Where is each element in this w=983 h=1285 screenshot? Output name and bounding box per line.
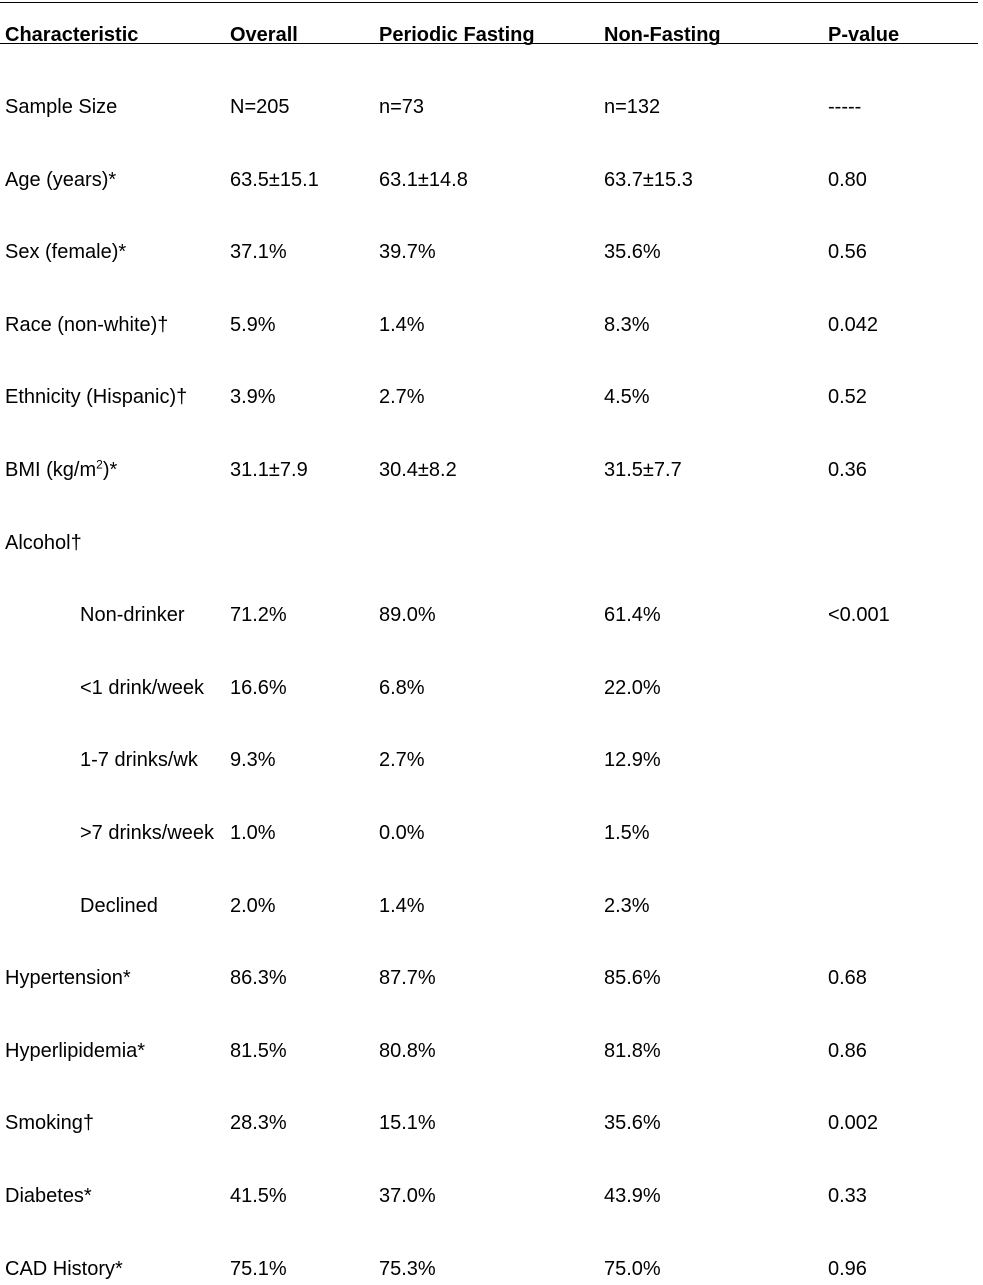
row-label — [5, 1255, 123, 1283]
row-label-text: Race (non-white)† — [5, 313, 169, 336]
header-non-fasting: Non-Fasting — [604, 24, 721, 46]
row-label-text: Non-drinker — [80, 604, 185, 627]
row-label — [5, 166, 116, 194]
table-row — [0, 238, 983, 268]
row-label — [5, 383, 187, 411]
cell-non-fasting: 61.4% — [604, 604, 661, 627]
row-label — [5, 311, 168, 339]
row-label-text: Hyperlipidemia* — [5, 1039, 146, 1062]
cell-p-value: <0.001 — [828, 604, 890, 627]
row-label-text: 1-7 drinks/wk — [80, 749, 198, 772]
cell-periodic-fasting: 1.4% — [379, 313, 425, 336]
cell-non-fasting: 31.5±7.7 — [604, 459, 682, 481]
cell-periodic-fasting: 15.1% — [379, 1112, 436, 1135]
cell-overall: 86.3% — [230, 967, 287, 990]
row-label — [5, 93, 117, 121]
table-row — [0, 456, 983, 486]
row-label-suffix: )* — [102, 459, 118, 481]
row-label — [5, 1109, 94, 1137]
cell-p-value: 0.96 — [828, 1257, 867, 1280]
cell-overall: 5.9% — [230, 313, 276, 336]
cell-non-fasting: 1.5% — [604, 822, 650, 844]
table-row — [0, 964, 983, 994]
table-row — [0, 93, 983, 123]
row-label-superscript: 2 — [96, 457, 103, 472]
cell-non-fasting: 22.0% — [604, 676, 661, 699]
cell-non-fasting: 2.3% — [604, 894, 650, 917]
cell-periodic-fasting: 30.4±8.2 — [379, 459, 457, 481]
cell-overall: 1.0% — [230, 822, 276, 844]
row-label — [80, 892, 158, 920]
row-label — [5, 456, 117, 484]
cell-non-fasting: n=132 — [604, 96, 661, 118]
table-row — [0, 746, 983, 776]
top-rule — [0, 2, 978, 3]
row-label — [5, 1037, 145, 1065]
cell-p-value: 0.80 — [828, 168, 867, 191]
cell-non-fasting: 63.7±15.3 — [604, 168, 693, 191]
cell-overall: 9.3% — [230, 749, 276, 772]
table-row — [0, 819, 983, 849]
row-label-text: Ethnicity (Hispanic)† — [5, 386, 188, 409]
table-row — [0, 892, 983, 922]
cell-non-fasting: 8.3% — [604, 313, 650, 336]
cell-overall: 16.6% — [230, 676, 287, 699]
row-label-text: Age (years)* — [5, 168, 117, 191]
row-label-text: Declined — [80, 894, 158, 917]
cell-non-fasting: 4.5% — [604, 386, 650, 409]
cell-overall: 75.1% — [230, 1257, 287, 1280]
row-label-text: Hypertension* — [5, 967, 131, 990]
table-row — [0, 311, 983, 341]
cell-overall: 3.9% — [230, 386, 276, 409]
row-label — [80, 674, 204, 702]
cell-p-value: 0.042 — [828, 313, 879, 336]
header-overall: Overall — [230, 24, 298, 46]
row-label-text: BMI (kg/m — [5, 459, 97, 481]
cell-overall: 37.1% — [230, 241, 287, 264]
cell-p-value: 0.56 — [828, 241, 867, 264]
cell-non-fasting: 35.6% — [604, 1112, 661, 1135]
cell-overall: N=205 — [230, 96, 290, 118]
table-row — [0, 1037, 983, 1067]
cell-p-value: 0.68 — [828, 967, 867, 990]
header-periodic-fasting: Periodic Fasting — [379, 24, 535, 46]
table-row — [0, 1109, 983, 1139]
header-underline — [0, 43, 978, 44]
cell-non-fasting: 85.6% — [604, 967, 661, 990]
cell-p-value: 0.86 — [828, 1039, 867, 1062]
cell-overall: 71.2% — [230, 604, 287, 627]
cell-overall: 2.0% — [230, 894, 276, 917]
cell-periodic-fasting: 2.7% — [379, 749, 425, 772]
cell-periodic-fasting: n=73 — [379, 96, 425, 118]
cell-non-fasting: 35.6% — [604, 241, 661, 264]
cell-periodic-fasting: 75.3% — [379, 1257, 436, 1280]
cell-p-value: 0.002 — [828, 1112, 879, 1135]
cell-overall: 81.5% — [230, 1039, 287, 1062]
cell-overall: 28.3% — [230, 1112, 287, 1135]
row-label-text: Smoking† — [5, 1112, 94, 1135]
table-row — [0, 166, 983, 196]
cell-non-fasting: 12.9% — [604, 749, 661, 772]
cell-periodic-fasting: 39.7% — [379, 241, 436, 264]
table-row — [0, 1182, 983, 1212]
row-label-text: Diabetes* — [5, 1185, 92, 1207]
row-label — [80, 601, 184, 629]
row-label-text: CAD History* — [5, 1257, 123, 1280]
row-label-text: >7 drinks/week — [80, 822, 214, 844]
header-p-value: P-value — [828, 24, 900, 46]
table-row — [0, 674, 983, 704]
row-label — [5, 964, 131, 992]
row-label-text: <1 drink/week — [80, 676, 204, 699]
cell-p-value: 0.52 — [828, 386, 867, 409]
cell-periodic-fasting: 37.0% — [379, 1185, 436, 1207]
cell-periodic-fasting: 87.7% — [379, 967, 436, 990]
cell-overall: 41.5% — [230, 1185, 287, 1207]
table-row — [0, 1255, 983, 1285]
cell-periodic-fasting: 0.0% — [379, 822, 425, 844]
row-label — [5, 529, 82, 557]
cell-p-value: ----- — [828, 96, 862, 118]
row-label — [80, 819, 214, 847]
table-row — [0, 383, 983, 413]
table-row — [0, 529, 983, 559]
cell-overall: 31.1±7.9 — [230, 459, 308, 481]
row-label-text: Sample Size — [5, 96, 118, 118]
cell-non-fasting: 75.0% — [604, 1257, 661, 1280]
cell-p-value: 0.33 — [828, 1185, 867, 1207]
row-label — [80, 746, 198, 774]
cell-non-fasting: 81.8% — [604, 1039, 661, 1062]
row-label-text: Alcohol† — [5, 531, 82, 554]
cell-p-value: 0.36 — [828, 459, 867, 481]
cell-periodic-fasting: 63.1±14.8 — [379, 168, 468, 191]
cell-overall: 63.5±15.1 — [230, 168, 319, 191]
row-label — [5, 238, 126, 266]
row-label-text: Sex (female)* — [5, 241, 127, 264]
cell-periodic-fasting: 2.7% — [379, 386, 425, 409]
cell-periodic-fasting: 80.8% — [379, 1039, 436, 1062]
cell-non-fasting: 43.9% — [604, 1185, 661, 1207]
row-label — [5, 1182, 92, 1210]
cell-periodic-fasting: 89.0% — [379, 604, 436, 627]
header-characteristic: Characteristic — [5, 24, 139, 46]
table-header-row — [0, 21, 978, 49]
cell-periodic-fasting: 6.8% — [379, 676, 425, 699]
table-row — [0, 601, 983, 631]
cell-periodic-fasting: 1.4% — [379, 894, 425, 917]
